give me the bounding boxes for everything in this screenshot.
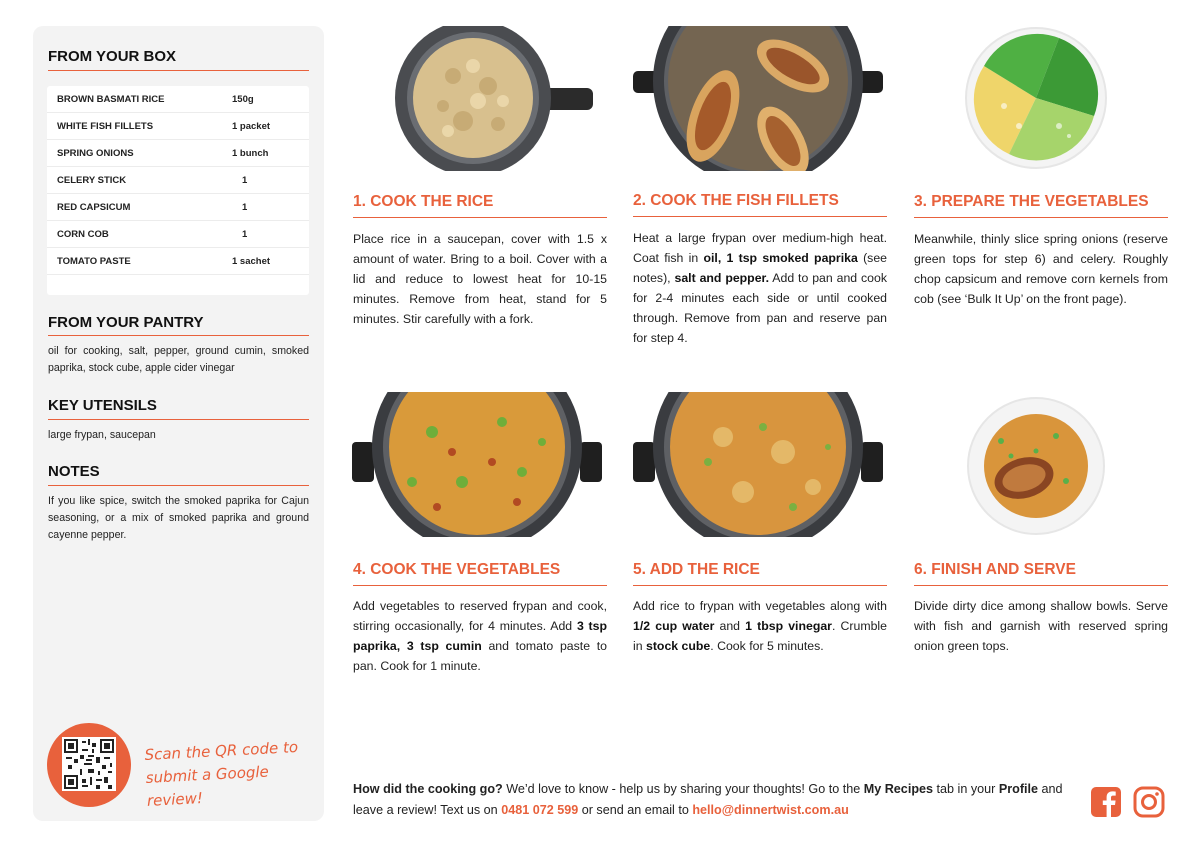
cooking-vegetables-photo <box>352 392 602 537</box>
facebook-icon[interactable] <box>1090 786 1122 818</box>
qr-badge <box>47 723 131 807</box>
ingredient-name: CELERY STICK <box>57 174 127 186</box>
notes-title-rule <box>48 485 309 486</box>
review-footer: How did the cooking go? We’d love to know - help us by sharing your thoughts! Go to the My Recipes tab in your Profile and leave a review! Text us on 0481 072 599 or send an email to hello@dinnertwist.com.au <box>353 782 1063 817</box>
rice-vegetables-photo <box>633 392 883 537</box>
ingredient-row <box>47 167 309 194</box>
qr-caption-line: Scan the QR code to <box>144 737 299 764</box>
utensils-title-rule <box>48 419 309 420</box>
box-title: FROM YOUR BOX <box>48 48 177 65</box>
ingredients-sidebar <box>33 26 324 821</box>
box-ingredients-table <box>47 86 309 295</box>
step-5-text: Add rice to frypan with vegetables along with 1/2 cup water and 1 tbsp vinegar. Crumble in stock cube. Cook for 5 minutes. <box>633 599 887 653</box>
email-link[interactable]: hello@dinnertwist.com.au <box>692 803 849 817</box>
step-2-title: 2. COOK THE FISH FILLETS <box>633 192 839 209</box>
ingredient-row <box>47 194 309 221</box>
phone-link[interactable]: 0481 072 599 <box>501 803 579 817</box>
ingredient-qty: 1 <box>242 201 248 213</box>
qr-caption-line: submit a Google review! <box>145 762 270 810</box>
notes-title: NOTES <box>48 463 100 480</box>
step-4-rule <box>353 585 607 586</box>
ingredient-name: TOMATO PASTE <box>57 255 131 267</box>
ingredient-row <box>47 140 309 167</box>
ingredient-qty: 1 sachet <box>232 255 271 267</box>
step-2-rule <box>633 216 887 217</box>
ingredient-row <box>47 248 309 275</box>
step-1-text: Place rice in a saucepan, cover with 1.5 x amount of water. Bring to a boil. Cover with a lid and reduce to lowest heat for 10-15 minutes. Remove from heat, stand for 5 minutes. Stir carefully with a fork. <box>353 232 607 326</box>
utensils-text: large frypan, saucepan <box>48 429 156 441</box>
ingredient-row <box>47 86 309 113</box>
pantry-text: oil for cooking, salt, pepper, ground cumin, smoked paprika, stock cube, apple cider vinegar <box>48 345 309 374</box>
step-6-text: Divide dirty dice among shallow bowls. Serve with fish and garnish with reserved spring onion green tops. <box>914 599 1168 653</box>
ingredient-row <box>47 113 309 140</box>
step-5-title: 5. ADD THE RICE <box>633 561 760 578</box>
qr-caption <box>144 735 317 813</box>
step-6-rule <box>914 585 1168 586</box>
step-3-title: 3. PREPARE THE VEGETABLES <box>914 193 1149 210</box>
step-2-text: Heat a large frypan over medium-high heat. Coat fish in oil, 1 tsp smoked paprika (see notes), salt and pepper. Add to pan and cook for 2-4 minutes each side or until cooked through. Remove from pan and reserve pan for step 4. <box>633 231 887 345</box>
ingredient-name: BROWN BASMATI RICE <box>57 93 165 105</box>
ingredient-name: CORN COB <box>57 228 109 240</box>
step-3-rule <box>914 217 1168 218</box>
ingredient-qty: 150g <box>232 93 254 105</box>
instagram-icon[interactable] <box>1133 786 1165 818</box>
utensils-title: KEY UTENSILS <box>48 397 157 414</box>
ingredient-name: SPRING ONIONS <box>57 147 134 159</box>
step-1-rule <box>353 217 607 218</box>
ingredient-qty: 1 packet <box>232 120 271 132</box>
notes-text: If you like spice, switch the smoked paprika for Cajun seasoning, or a mix of smoked paprika and ground cayenne pepper. <box>48 495 309 541</box>
fish-pan-photo <box>633 26 883 171</box>
ingredient-row <box>47 221 309 248</box>
step-4-title: 4. COOK THE VEGETABLES <box>353 561 561 578</box>
ingredient-qty: 1 <box>242 228 248 240</box>
box-title-rule <box>48 70 309 71</box>
ingredient-qty: 1 bunch <box>232 147 269 159</box>
finished-dish-photo <box>966 396 1106 536</box>
step-6-title: 6. FINISH AND SERVE <box>914 561 1076 578</box>
step-4-text: Add vegetables to reserved frypan and cook, stirring occasionally, for 4 minutes. Add 3 tsp paprika, 3 tsp cumin and tomato paste to pan. Cook for 1 minute. <box>353 599 608 673</box>
vegetables-plate-photo <box>964 26 1109 171</box>
qr-code-icon[interactable] <box>62 737 116 791</box>
rice-pot-photo <box>393 26 593 171</box>
ingredient-name: RED CAPSICUM <box>57 201 131 213</box>
step-3-text: Meanwhile, thinly slice spring onions (reserve green tops for step 6) and celery. Roughly chop capsicum and remove corn kernels from cob (see ‘Bulk It Up’ on the front page). <box>914 232 1168 306</box>
pantry-title-rule <box>48 335 309 336</box>
ingredient-qty: 1 <box>242 174 248 186</box>
step-1-title: 1. COOK THE RICE <box>353 193 494 210</box>
ingredient-name: WHITE FISH FILLETS <box>57 120 154 132</box>
step-5-rule <box>633 585 887 586</box>
pantry-title: FROM YOUR PANTRY <box>48 314 204 331</box>
